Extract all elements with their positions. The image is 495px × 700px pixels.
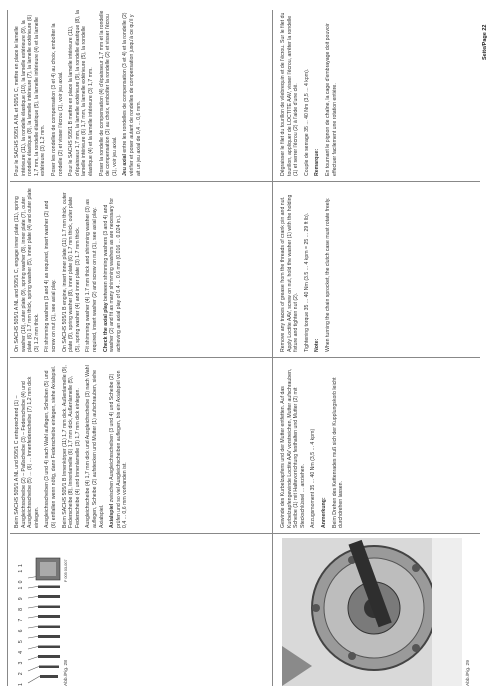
- figure-28-ref: F 005 03-007: [64, 559, 68, 582]
- english-axial: between shimming washers (3 and 4) and washer (2) and fit as many shimming washers as are necessary for achieving an axial play of 0.4 ... 0.6 mm (0.016 ... 0.024 in.).: [102, 198, 122, 352]
- french-column-upper: [14, 10, 146, 176]
- english-p3: On SACHS 505/1 B engine, insert inner plate (11) 1.7 mm thick, outer plate (9), spring washer (8), inner plate (6) 1.7 mm thick, outer plate (5), spring washer (4) and inner plate (3) 1.7 mm thick.: [61, 192, 81, 352]
- french-torque: Couple de serrage 35 ... 40 Nm (3,5 ... 4 kpm).: [303, 68, 310, 176]
- english-torque: Tightening torque 35 ... 40 Nm (3.5 ... 4 kpm = 25 ... 29 ft lb).: [303, 212, 310, 352]
- clutch-stack-illustration: [26, 550, 62, 686]
- english-column-lower: [280, 188, 336, 352]
- german-p3: Beim SACHS 505/1 B Innenkörper (11) 1,7 mm dick. Außenlamelle (9), Federscheibe (8), Innenlamelle (6) 1,7 mm dick, Außenlamelle (5), Federscheibe (4) und Innenlamelle (3) 1,7 mm dick einlegen.: [61, 365, 81, 528]
- page-number: Seite/Page 22: [482, 24, 488, 60]
- figure-29-label: Abb./Fig. 29: [466, 660, 471, 686]
- french-thread: Dégraisser le filet du tourillon de vilebrequin et de l'écrou. Sur le filet du tourillon, appliquer de LOCTITE AAV, visser l'écrou, arrêter la rondelle (1) et serrer l'écrou (2) à l'aide d'une clé.: [280, 12, 300, 176]
- english-intro: On SACHS 505/1 A NL and 505/1 C, engage inner plate (11), spring washer (10), outer plate (9), spring washer (8), inner plate (7), outer plate (6) 1.7 mm thick, spring washer (5), inner plate (4) and outer plate (3) 1.2 mm thick.: [14, 188, 40, 352]
- section-divider-middle: [272, 10, 273, 686]
- english-p4: Fit shimming washer (4) 1.7 mm thick and shimming washer (3) as required, insert washer (2) and screw on nut (1), see axial play.: [85, 199, 98, 352]
- column-divider-3: [10, 181, 480, 182]
- german-p4: Ausgleichscheibe (4) 1,7 mm dick und Ausgleichscheibe (3) nach Wahl auflegen, Scheibe (2) aufstecken und Mutter (1) aufschrauben, siehe Axialspiel.: [85, 365, 105, 528]
- french-column-lower: [280, 10, 342, 176]
- german-p2: Ausgleichsscheiben (3 und 4) nach Wahl auflegen, Scheiben (5) und (6) entfallen wenn nötig, dann Federscheibe einlegen, siehe Axialspiel.: [44, 365, 57, 528]
- figure-28-label: Abb./Fig. 28: [64, 660, 69, 686]
- english-note: When turning the chain sprocket, the clutch case must rotate freely.: [324, 197, 331, 352]
- french-intro: Pour le SACHS 505/1 A NL et 505/1 C, mettre en place le lamelle intérieure (11), la rondelle élastique (10), la lamelle extérieure (9), la rondelle élastique (8), la lamelle intérieure (7), la lamelle extérieure (6) 1,7 mm, la rondelle élastique (5), la lamelle intérieure (4) et la lamelle extérieure (3) 1,2 mm.: [14, 14, 47, 176]
- german-note: Beim Drehen des Kettenrades muß sich der Kupplungskorb leicht durchdrehen lassen.: [331, 377, 345, 528]
- german-column-upper: [14, 364, 133, 528]
- english-column-upper: [14, 188, 126, 352]
- english-p2: Fit shimming washers (3 and 4) as required, insert washer (2) and screw on nut (1), see axial play.: [44, 200, 57, 352]
- german-column-lower: [280, 364, 349, 528]
- french-note-heading: Remarque:: [314, 148, 321, 176]
- section-divider-top: [7, 10, 8, 686]
- column-divider-1: [10, 533, 480, 534]
- german-note-heading: Anmerkung:: [320, 497, 327, 528]
- column-divider-2: [10, 357, 480, 358]
- french-note: En tournant le pignon de chaîne, la cage d'embrayage doit pouvoir effectuer facilement une rotation entière.: [324, 23, 338, 176]
- english-thread: Remove any traces of grease from the threads of crank pin and nut. Apply Loctite AAV, screw on nut, hold the washer (1) with the holding fixture and tighten nut (2).: [280, 194, 300, 352]
- german-intro: Beim SACHS 505/1 A NL und 505/1 C entsprechend (1) – Ausgleichsscheibe (2) – Paßscheibe (3) – Federscheibe (4) und Ausgleichsscheibe (5) ... (6) ... Innenfederscheibe (7) 1,2 mm dick einlegen.: [14, 376, 40, 528]
- french-axial: entre les rondelles de compensation (3 et 4) et la rondelle (2) vérifier et poser autant de rondelles de compensation jusqu'à ce qu'il y ait un jeu axial de 0,4 ... 0,6 mm.: [122, 12, 142, 176]
- french-p2: Poser les rondelles de compensation (3 et 4) au choix, emboîter la rondelle (2) et visser l'écrou (1), voir jeu axial.: [50, 23, 64, 176]
- french-p4: Poser la rondelle de compensation (4) d'épaisseur 1,7 mm et la rondelle de compensation (3) au choix, emboîter la rondelle (2) et visser l'écrou (1), voir jeu axial.: [98, 10, 118, 176]
- german-thread: Gewinde des Kurbelzapfens und der Mutter entfetten. Auf das Kurbelzapfengewinde Loctite AAV vorstreichen, Mutter aufschrauben, Scheibe (1) mit Haltevorrichtung festhalten und Mutter (2) mit Steckschlüssel ... anziehen.: [280, 368, 306, 528]
- figure-29-photo: [282, 538, 462, 686]
- english-axial-heading: Check the axial play: [102, 302, 109, 352]
- french-axial-heading: Jeu axial: [122, 154, 129, 176]
- english-note-heading: Note:: [314, 338, 321, 352]
- german-axial: zwischen Ausgleichsscheiben (3 und 4) und Scheibe (2) prüfen und so viel Ausgleichscheiben auflegen, bis ein Axialspiel von 0,4 ... 0,6 mm vorhanden ist.: [109, 370, 129, 528]
- callout-numbers: 1 2 3 4 5 6 7 8 9 10 11: [18, 560, 24, 686]
- german-axial-heading: Axialspiel: [109, 503, 116, 528]
- french-p3: Pour le SACHS 505/1 B mettre en place la lamelle intérieure (11), d'épaisseur 1,7 mm, la lamelle extérieure (9), la rondelle élastique (8), la lamelle intérieure (6) 1,7 mm, la lamelle extérieure (5), la rondelle élastique (4) et la lamelle intérieure (3) 1,7 mm.: [68, 10, 94, 176]
- german-torque: Anzugsmoment 35 ... 40 Nm (3,5 ... 4 kpm): [310, 428, 317, 528]
